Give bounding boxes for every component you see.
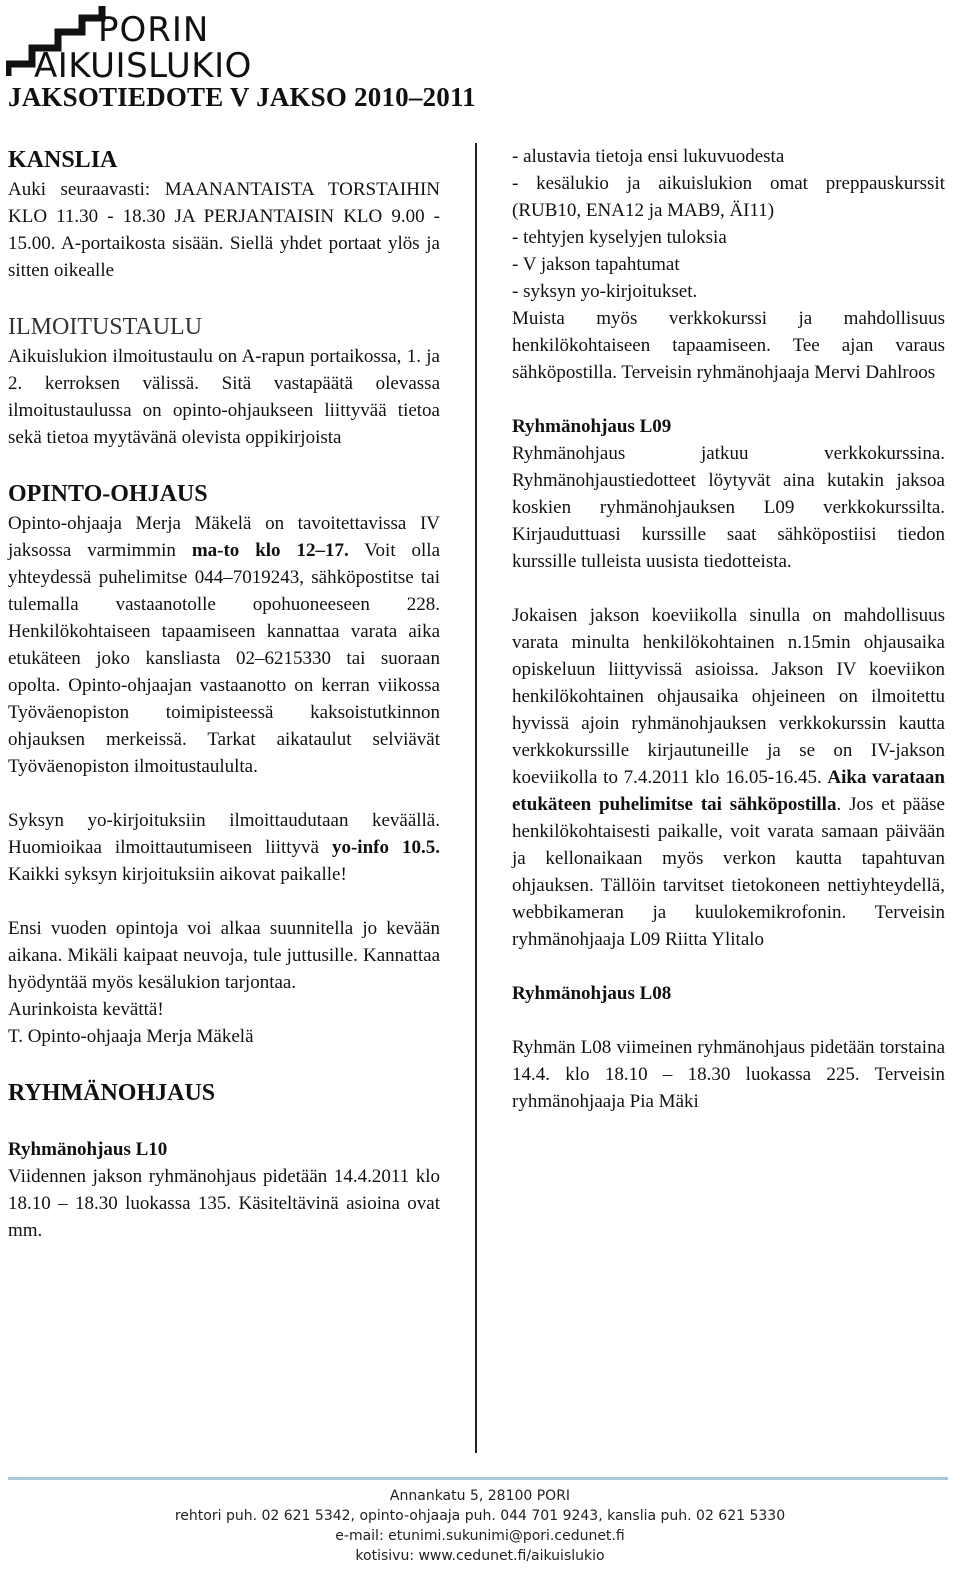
l10-signoff: Muista myös verkkokurssi ja mahdollisuus henkilökohtaiseen tapaamiseen. Tee ajan varaus sähköpostilla. Terveisin ryhmänohjaaja Mervi Dahlroos [512, 308, 945, 383]
footer-rule [8, 1477, 948, 1480]
l08-text: Ryhmän L08 viimeinen ryhmänohjaus pidetään torstaina 14.4. klo 18.10 – 18.30 luokassa 225. Terveisin ryhmänohjaaja Pia Mäki [512, 1037, 945, 1112]
ensi-vuosi-text: Ensi vuoden opintoja voi alkaa suunnitella jo kevään aikana. Mikäli kaipaat neuvoja, tule juttusille. Kannattaa hyödyntää myös kesälukion tarjontaa. [8, 918, 440, 993]
l09-heading: Ryhmänohjaus L09 [512, 416, 672, 437]
footer-address: Annankatu 5, 28100 PORI [389, 1488, 571, 1504]
footer [0, 1486, 960, 1566]
agenda-item-1: - alustavia tietoja ensi lukuvuodesta [512, 146, 785, 167]
logo-line-2: AIKUISLUKIO [34, 46, 252, 86]
greeting-text: Aurinkoista kevättä! [8, 999, 164, 1020]
agenda-item-2: - kesälukio ja aikuislukion omat preppauskurssit (RUB10, ENA12 ja MAB9, ÄI11) [512, 173, 945, 221]
l10-text: Viidennen jakson ryhmänohjaus pidetään 14.4.2011 klo 18.10 – 18.30 luokassa 135. Käsiteltävinä asioina ovat mm. [8, 1166, 440, 1241]
yo-kirjoitukset-text: Syksyn yo-kirjoituksiin ilmoittaudutaan keväällä. Huomioikaa ilmoittautumiseen liittyvä yo-info 10.5. Kaikki syksyn kirjoituksiin aikovat paikalle! [8, 810, 440, 885]
footer-email: e-mail: etunimi.sukunimi@pori.cedunet.fi [335, 1528, 625, 1544]
l08-heading: Ryhmänohjaus L08 [512, 983, 672, 1004]
ilmoitustaulu-heading: ILMOITUSTAULU [8, 314, 203, 340]
kanslia-heading: KANSLIA [8, 147, 118, 173]
l10-heading: Ryhmänohjaus L10 [8, 1139, 168, 1160]
agenda-item-5: - syksyn yo-kirjoitukset. [512, 281, 698, 302]
school-logo [6, 4, 286, 84]
agenda-item-4: - V jakson tapahtumat [512, 254, 680, 275]
left-column [8, 144, 440, 1244]
opinto-ohjaus-text: Opinto-ohjaaja Merja Mäkelä on tavoitettavissa IV jaksossa varmimmin ma-to klo 12–17. Voit olla yhteydessä puhelimitse 044–7019243, sähköpostitse tai tulemalla vastaanotolle opohuoneeseen 228. Henkilökohtaiseen tapaamiseen kannattaa varata aika etukäteen joko kansliasta 02–6215330 tai suoraan opolta. Opinto-ohjaajan vastaanotto on kerran viikossa Työväenopiston toimipisteessä kaksoistutkinnon ohjauksen merkeissä. Tarkat aikataulut selviävät Työväenopiston ilmoitustaululta. [8, 513, 441, 777]
column-divider [475, 143, 477, 1453]
page-title: JAKSOTIEDOTE V JAKSO 2010–2011 [8, 82, 476, 112]
ryhmanohjaus-heading: RYHMÄNOHJAUS [8, 1080, 216, 1106]
kanslia-text: Auki seuraavasti: MAANANTAISTA TORSTAIHIN KLO 11.30 - 18.30 JA PERJANTAISIN KLO 9.00 - 15.00. A-portaikosta sisään. Siellä yhdet portaat ylös ja sitten oikealle [8, 179, 440, 281]
agenda-item-3: - tehtyjen kyselyjen tuloksia [512, 227, 727, 248]
l09-text-1: Ryhmänohjaus jatkuu verkkokurssina. Ryhmänohjaustiedotteet löytyvät aina kutakin jaksoa koskien ryhmänohjauksen L09 verkkokurssilta. Kirjauduttuasi kurssille saat sähköpostiisi tiedon kurssille tulleista uusista tiedotteista. [512, 443, 945, 572]
footer-website: kotisivu: www.cedunet.fi/aikuislukio [355, 1548, 605, 1564]
right-column [512, 143, 945, 1115]
l09-text-2: Jokaisen jakson koeviikolla sinulla on mahdollisuus varata minulta henkilökohtainen n.15min ohjausaika opiskeluun liittyvissä asioissa. Jakson IV koeviikon henkilökohtainen ohjausaika ohjeineen on ilmoitettu hyvissä ajoin ryhmänohjauksen verkkokurssin kautta verkkokurssille kirjautuneille ja se on IV-jakson koeviikolla to 7.4.2011 klo 16.05-16.45. Aika varataan etukäteen puhelimitse tai sähköpostilla. Jos et pääse henkilökohtaisesti paikalle, voit varata samaan päivään ja kellonaikaan myös verkon kautta tapahtuvan ohjauksen. Tällöin tarvitset tietokoneen nettiyhteydellä, webbikameran ja kuulokemikrofonin. Terveisin ryhmänohjaaja L09 Riitta Ylitalo [512, 605, 945, 950]
logo-line-1: PORIN [98, 10, 210, 50]
footer-phones: rehtori puh. 02 621 5342, opinto-ohjaaja puh. 044 701 9243, kanslia puh. 02 621 5330 [174, 1508, 786, 1524]
ilmoitustaulu-text: Aikuislukion ilmoitustaulu on A-rapun portaikossa, 1. ja 2. kerroksen välissä. Sitä vastapäätä olevassa ilmoitustaulussa on opinto-ohjaukseen liittyvää tietoa sekä tietoa myytävänä olevista oppikirjoista [8, 346, 440, 448]
opinto-ohjaus-heading: OPINTO-OHJAUS [8, 481, 208, 507]
signature-text: T. Opinto-ohjaaja Merja Mäkelä [8, 1026, 254, 1047]
